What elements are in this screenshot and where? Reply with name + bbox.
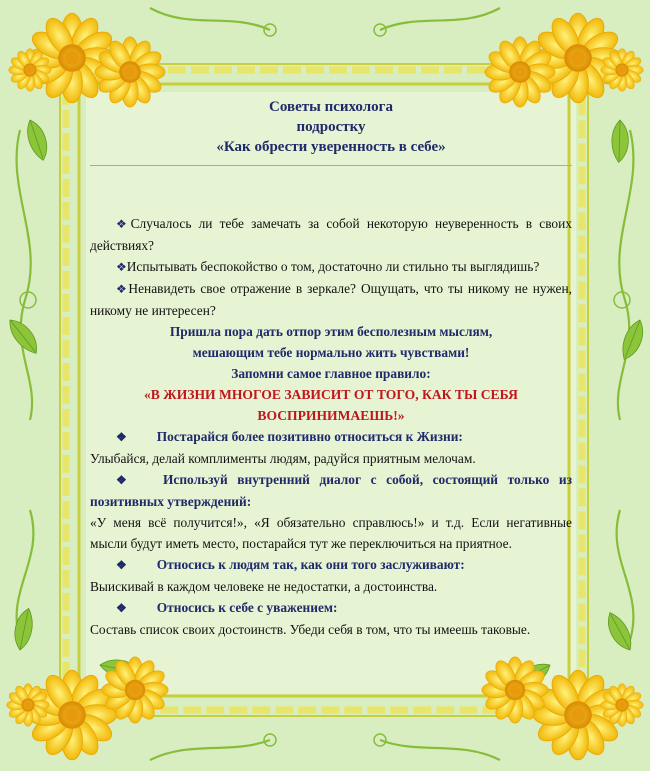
bullet-icon: ❖ — [116, 558, 127, 572]
call-line-1: Пришла пора дать отпор этим бесполезным мыслям, — [169, 324, 493, 339]
tip-4-text: Составь список своих достоинств. Убеди себя в том, что ты имеешь таковые. — [90, 622, 531, 637]
tip-3-heading: ❖ Относись к людям так, как они того заслуживают: — [116, 557, 465, 572]
tip-3-text: Выискивай в каждом человеке не недостатки, а достоинства. — [90, 579, 438, 594]
sunflower-top-left — [9, 13, 166, 107]
tip-1-text: Улыбайся, делай комплименты людям, радуйся приятным мелочам. — [90, 451, 476, 466]
question-2: ❖Испытывать беспокойство о том, достаточно ли стильно ты выглядишь? — [116, 259, 540, 274]
advice-body — [90, 213, 572, 640]
call-line-2: мешающим тебе нормально жить чувствами! — [192, 345, 470, 360]
tip-4-heading: ❖ Относись к себе с уважением: — [116, 600, 338, 615]
sunflower-top-right — [485, 13, 644, 107]
question-3: ❖Ненавидеть свое отражение в зеркале? Ощущать, что ты никому не нужен, никому не интересен? — [90, 281, 572, 318]
title-line-2: подростку — [296, 119, 366, 135]
bullet-icon: ❖ — [116, 282, 129, 296]
bullet-icon: ❖ — [116, 217, 131, 231]
question-1: ❖Случалось ли тебе замечать за собой некоторую неуверенность в своих действиях? — [90, 216, 572, 253]
tip-1-heading: ❖ Постарайся более позитивно относиться к Жизни: — [116, 429, 463, 444]
tip-2-heading: ❖ Используй внутренний диалог с собой, состоящий только из позитивных утверждений: — [90, 472, 572, 509]
main-rule-line-1: «В ЖИЗНИ МНОГОЕ ЗАВИСИТ ОТ ТОГО, КАК ТЫ СЕБЯ — [144, 387, 518, 402]
bullet-icon: ❖ — [116, 601, 127, 615]
title-line-3: «Как обрести уверенность в себе» — [216, 139, 446, 155]
text-panel — [90, 97, 572, 687]
bullet-icon: ❖ — [116, 260, 127, 274]
main-rule-line-2: ВОСПРИНИМАЕШЬ!» — [257, 408, 405, 423]
bullet-icon: ❖ — [116, 430, 127, 444]
title-block — [90, 97, 572, 166]
call-line-3: Запомни самое главное правило: — [231, 366, 431, 381]
bullet-icon: ❖ — [116, 473, 133, 487]
tip-2-text: «У меня всё получится!», «Я обязательно справлюсь!» и т.д. Если негативные мысли будут иметь место, постарайся тут же переключиться на приятное. — [90, 515, 572, 551]
title-line-1: Советы психолога — [269, 99, 393, 115]
